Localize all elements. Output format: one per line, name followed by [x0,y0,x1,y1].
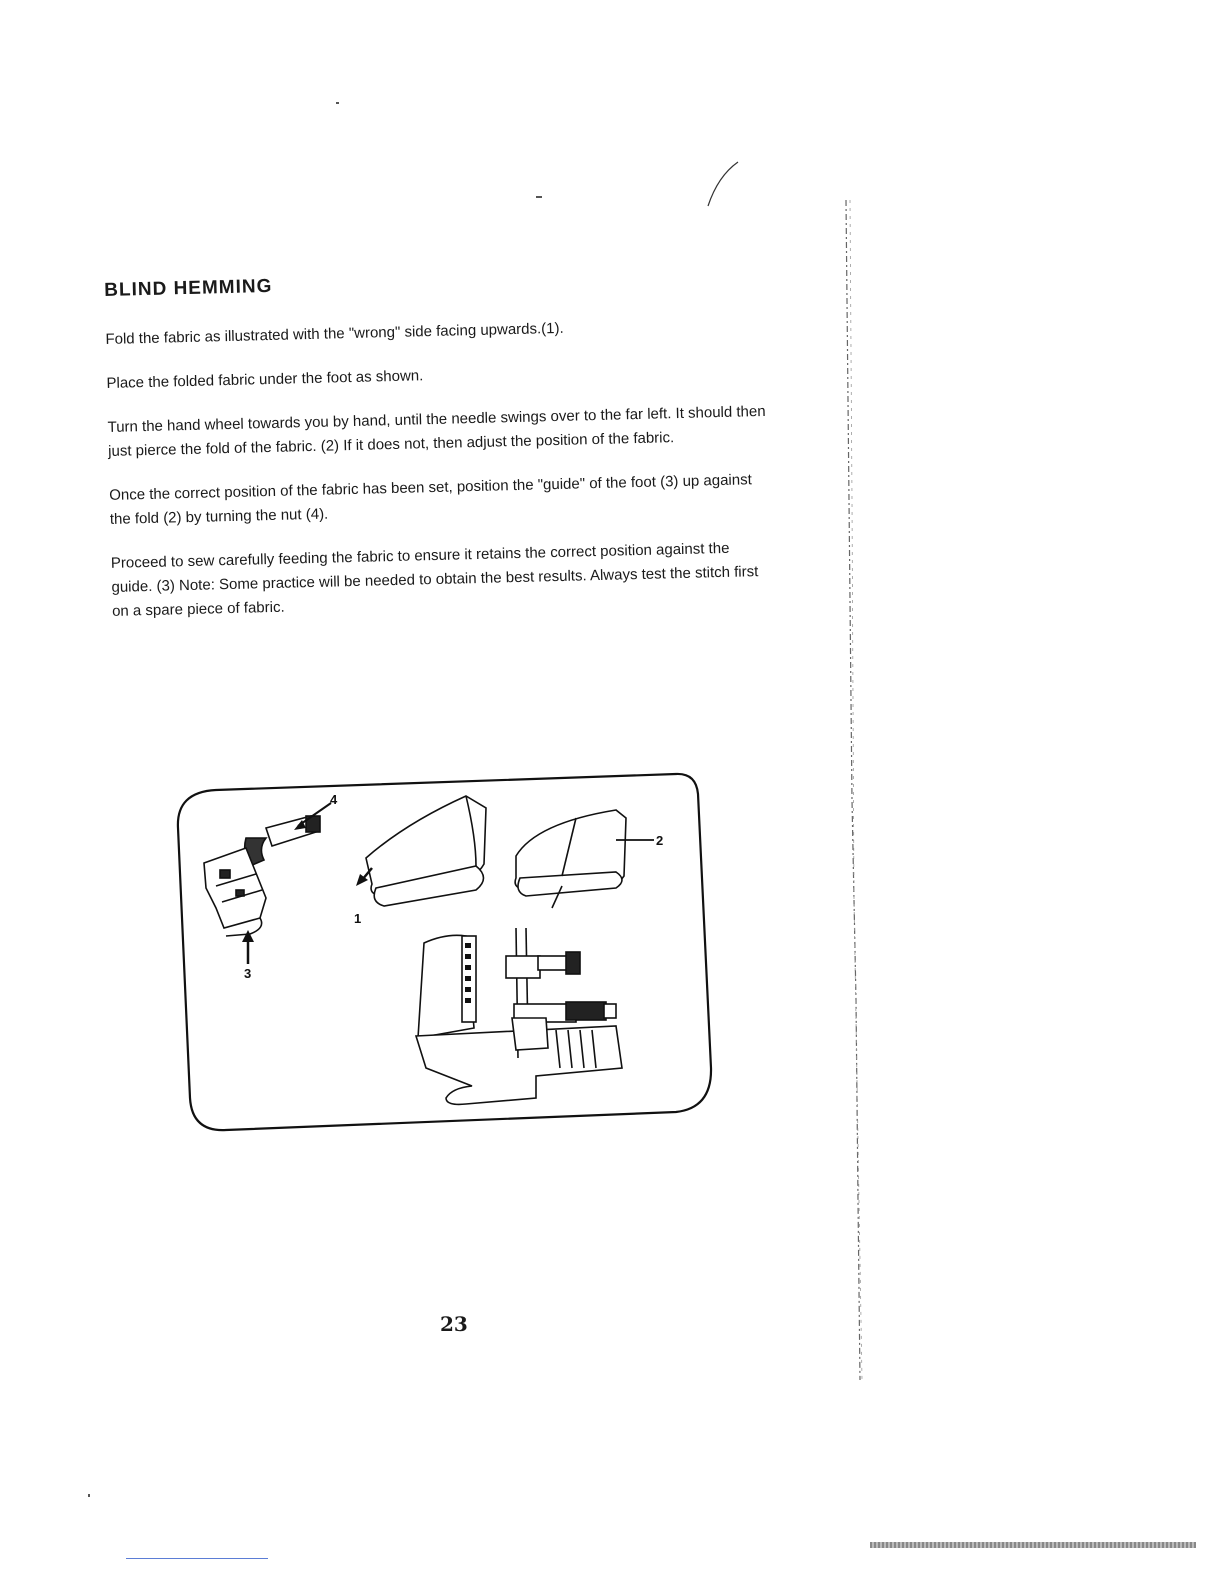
paragraph-proceed: Proceed to sew carefully feeding the fabric to ensure it retains the correct position against the guide. (3) Note: Some practice will be needed to obtain the best results. Always test the stitch first on a spare piece of fabric. [110,539,759,620]
sewing-machine-detail-icon [416,928,622,1104]
scan-speck [88,1494,90,1497]
scan-line-right [870,1542,1196,1548]
callout-1: 1 [354,911,362,926]
callout-4: 4 [330,792,338,807]
text-block [104,264,773,644]
callout-3: 3 [244,966,252,981]
paragraph-guide: Once the correct position of the fabric has been set, position the "guide" of the foot (3) up against the fold (2) by turning the nut (4). [109,471,752,528]
presser-foot-icon [204,816,320,936]
paragraph-turn-wheel: Turn the hand wheel towards you by hand, until the needle swings over to the far left. It should then just pierce the fold of the fabric. (2) If it does not, then adjust the position of the fabric. [107,402,766,460]
paragraph-fold: Fold the fabric as illustrated with the "wrong" side facing upwards.(1). [105,319,564,348]
section-title: BLIND HEMMING [104,275,273,301]
page-edge-shadow [842,200,868,1380]
pencil-mark [700,160,750,210]
folded-fabric-icon [366,796,486,906]
scan-line-left [126,1558,268,1559]
fold-detail-icon [515,810,626,908]
scan-speck [336,102,339,104]
paragraph-place: Place the folded fabric under the foot as shown. [106,367,424,392]
scan-speck [536,196,542,198]
page-number: 23 [440,1312,468,1336]
blind-hem-illustration [176,768,716,1138]
callout-2: 2 [656,833,664,848]
